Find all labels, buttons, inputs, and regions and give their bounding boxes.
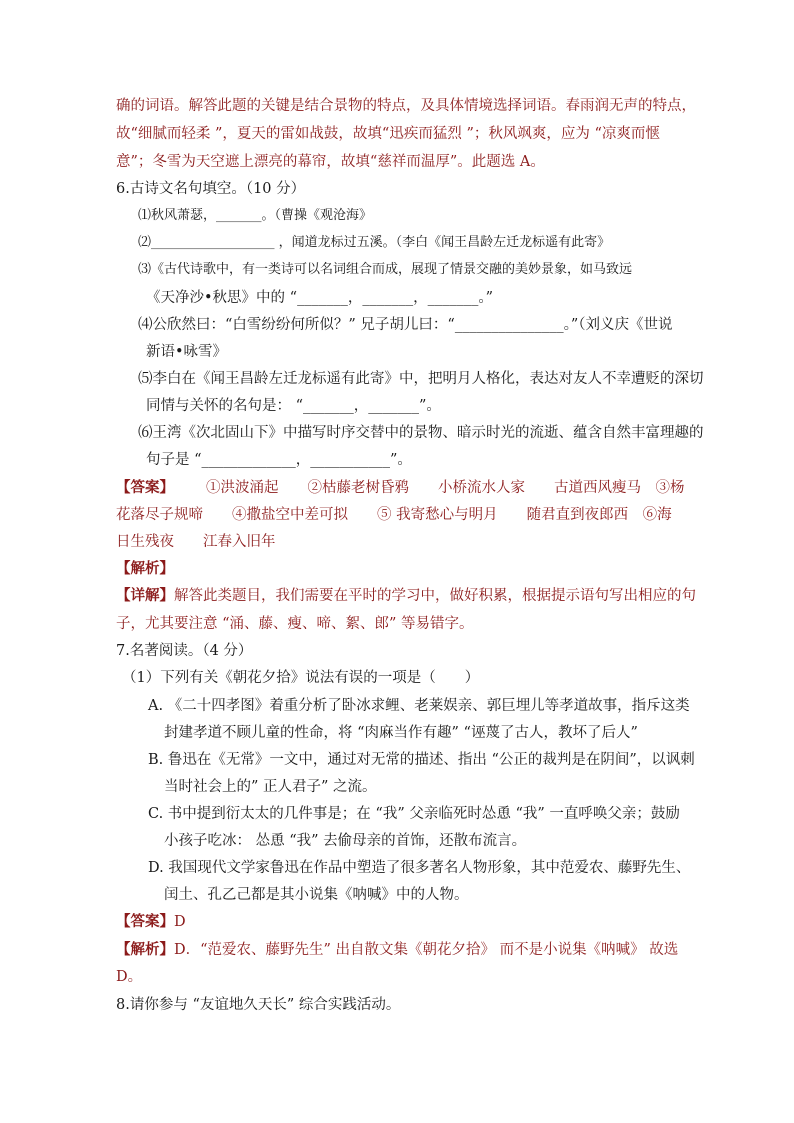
q8-title: 8.请你参与 “友谊地久天长” 综合实践活动。 bbox=[116, 997, 401, 1013]
q6-item-3a: ⑶《古代诗歌中，有一类诗可以名词组合而成，展现了情景交融的美妙景象，如马致远 bbox=[138, 262, 633, 277]
q6-answer-line-2: 花落尽子规啼 ④撒盐空中差可拟 ⑤ 我寄愁心与明月 随君直到夜郎西 ⑥海 bbox=[116, 507, 672, 523]
q6-item-6b: 句子是 “_____________，___________”。 bbox=[146, 452, 412, 468]
answer-label: 【答案】 bbox=[116, 913, 174, 930]
q6-item-1: ⑴秋风萧瑟，_______。（曹操《观沧海》 bbox=[138, 208, 373, 223]
analysis-text: D．“范爱农、藤野先生” 出自散文集《朝花夕拾》 而不是小说集《呐喊》 故选 bbox=[174, 942, 679, 958]
q7-analysis-line-2: D。 bbox=[116, 969, 143, 985]
prev-explanation-line-1: 确的词语。解答此题的关键是结合景物的特点，及具体情境选择词语。春雨润无声的特点， bbox=[116, 98, 696, 114]
answer-text: ①洪波涌起 ②枯藤老树昏鸦 小桥流水人家 古道西风瘦马 ③杨 bbox=[206, 480, 685, 496]
q7-option-d-line-1: D. 我国现代文学家鲁迅在作品中塑造了很多著名人物形象，其中范爱农、藤野先生、 bbox=[148, 860, 691, 876]
q7-answer bbox=[116, 912, 186, 932]
q6-item-5a: ⑸李白在《闻王昌龄左迁龙标遥有此寄》中，把明月人格化，表达对友人不幸遭贬的深切 bbox=[138, 371, 704, 387]
q7-option-d-line-2: 闰土、孔乙己都是其小说集《呐喊》中的人物。 bbox=[164, 887, 469, 903]
q7-option-a-line-1: A. 《二十四孝图》着重分析了卧冰求鲤、老莱娱亲、郭巨埋儿等孝道故事，指斥这类 bbox=[148, 698, 690, 714]
q7-analysis-line-1 bbox=[116, 940, 678, 960]
analysis-label: 【解析】 bbox=[116, 941, 174, 958]
q7-option-b-line-1: B. 鲁迅在《无常》一文中，通过对无常的描述、指出 “公正的裁判是在阴间”，以讽刺 bbox=[148, 752, 695, 768]
q7-subquestion: （1）下列有关《朝花夕拾》说法有误的一项是（ ） bbox=[122, 670, 480, 686]
q6-item-3b: 《天净沙•秋思》中的 “_______，_______，_______。” bbox=[146, 290, 493, 306]
q7-option-c-line-1: C. 书中提到衍太太的几件事是；在 “我” 父亲临死时怂恿 “我” 一直呼唤父亲；鼓励 bbox=[148, 806, 680, 822]
q6-detail-line-1 bbox=[116, 586, 696, 606]
q6-item-4b: 新语•咏雪》 bbox=[146, 344, 228, 360]
q6-answer-line-1 bbox=[116, 478, 685, 498]
q6-title: 6.古诗文名句填空。（10 分） bbox=[116, 181, 306, 197]
answer-text: D bbox=[174, 914, 186, 930]
answer-label: 【答案】 bbox=[116, 479, 174, 496]
prev-explanation-line-3: 意”；冬雪为天空遮上漂亮的幕帘，故填“慈祥而温厚”。此题选 A。 bbox=[116, 154, 545, 170]
prev-explanation-line-2: 故“细腻而轻柔 ”，夏天的雷如战鼓，故填“迅疾而猛烈 ”；秋风飒爽，应为 “凉爽而惬 bbox=[116, 126, 660, 142]
q6-item-2: ⑵___________________ ，闻道龙标过五溪。（李白《闻王昌龄左迁龙标遥有此寄》 bbox=[138, 235, 611, 250]
detail-text: 解答此类题目，我们需要在平时的学习中，做好积累，根据提示语句写出相应的句 bbox=[174, 588, 696, 604]
q6-item-5b: 同情与关怀的名句是： “_______，_______”。 bbox=[146, 398, 441, 414]
detail-label: 【详解】 bbox=[116, 587, 174, 604]
q6-item-6a: ⑹王湾《次北固山下》中描写时序交替中的景物、暗示时光的流逝、蕴含自然丰富理趣的 bbox=[138, 425, 704, 441]
q6-item-4a: ⑷公欣然曰：“白雪纷纷何所似？” 兄子胡儿曰：“_______________。”（刘义庆《世说 bbox=[138, 317, 673, 333]
q7-option-c-line-2: 小孩子吃冰： 怂恿 “我” 去偷母亲的首饰，还散布流言。 bbox=[164, 833, 527, 849]
q7-option-a-line-2: 封建孝道不顾儿童的性命，将 “肉麻当作有趣” “诬蔑了古人，教坏了后人” bbox=[164, 725, 638, 741]
q6-answer-line-3: 日生残夜 江春入旧年 bbox=[116, 534, 276, 550]
q6-analysis-label: 【解析】 bbox=[116, 560, 174, 577]
q7-title: 7.名著阅读。（4 分） bbox=[116, 643, 253, 659]
q7-option-b-line-2: 当时社会上的” 正人君子” 之流。 bbox=[164, 779, 377, 795]
q6-detail-line-2: 子，尤其要注意 “涌、藤、瘦、啼、絮、郎” 等易错字。 bbox=[116, 616, 474, 632]
